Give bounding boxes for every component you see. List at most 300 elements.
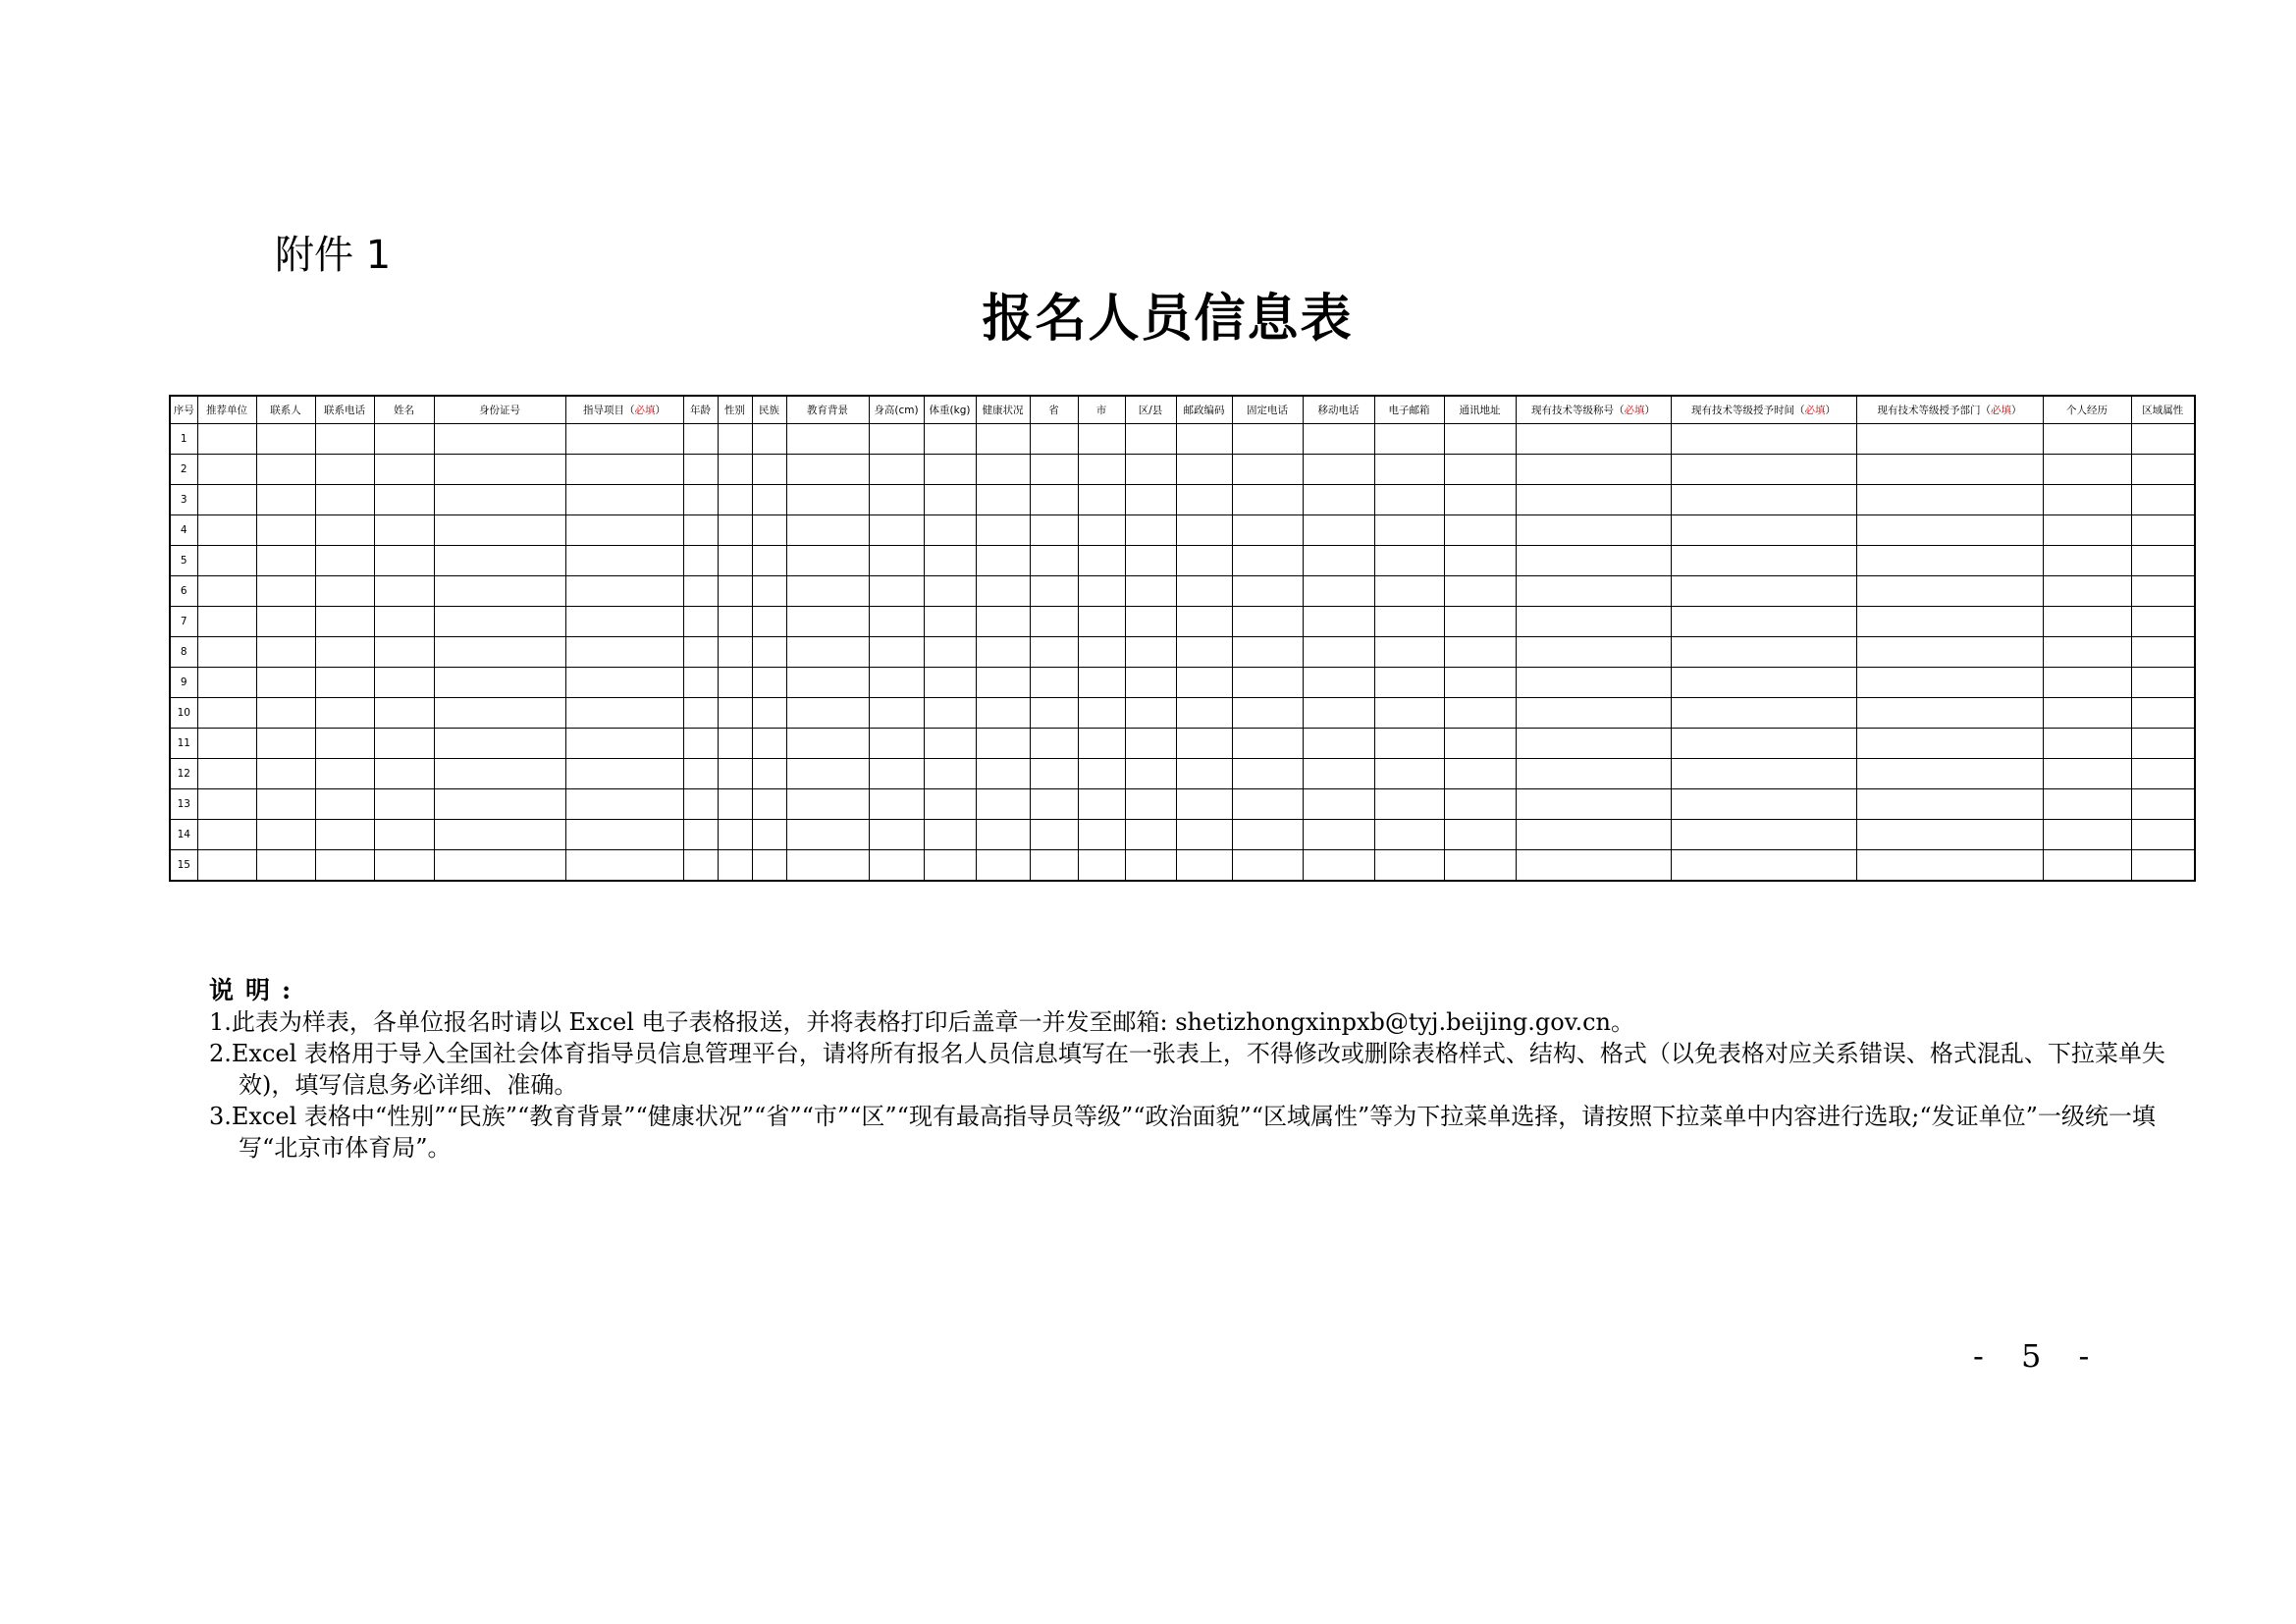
table-cell <box>1176 485 1232 515</box>
table-cell <box>1078 576 1125 607</box>
table-cell <box>976 515 1030 546</box>
column-header <box>197 396 256 424</box>
registration-table <box>169 395 2196 882</box>
table-cell <box>1078 759 1125 789</box>
table-cell <box>374 424 434 455</box>
table-cell <box>256 424 315 455</box>
table-cell <box>1176 850 1232 882</box>
table-cell <box>1030 637 1078 668</box>
table-cell <box>718 729 752 759</box>
table-cell <box>434 485 565 515</box>
table-body <box>170 424 2195 882</box>
column-header <box>976 396 1030 424</box>
table-cell <box>976 607 1030 637</box>
table-cell <box>374 698 434 729</box>
column-header-label: 区/县 <box>1138 405 1163 416</box>
table-cell <box>1176 729 1232 759</box>
table-cell <box>683 850 718 882</box>
table-cell <box>1444 455 1516 485</box>
table-cell <box>1856 455 2043 485</box>
table-cell <box>2043 820 2131 850</box>
table-cell <box>2131 485 2195 515</box>
table-row <box>170 546 2195 576</box>
table-cell <box>1444 515 1516 546</box>
column-header-label: 性别 <box>724 405 745 416</box>
table-row <box>170 759 2195 789</box>
table-cell <box>1444 789 1516 820</box>
table-cell <box>1030 607 1078 637</box>
column-header-label: 现有技术等级称号（ <box>1531 405 1625 416</box>
table-cell <box>1856 637 2043 668</box>
table-cell <box>2043 850 2131 882</box>
column-header <box>2131 396 2195 424</box>
table-cell <box>786 607 869 637</box>
table-cell <box>786 850 869 882</box>
table-cell <box>786 424 869 455</box>
column-header <box>752 396 786 424</box>
table-cell <box>565 485 683 515</box>
table-cell <box>1303 607 1374 637</box>
table-cell <box>2043 637 2131 668</box>
table-cell <box>434 789 565 820</box>
table-cell <box>434 546 565 576</box>
table-cell <box>1176 455 1232 485</box>
row-number: 11 <box>170 729 197 759</box>
table-cell <box>197 637 256 668</box>
table-cell <box>1444 546 1516 576</box>
table-cell <box>1125 607 1176 637</box>
table-cell <box>976 485 1030 515</box>
table-cell <box>256 637 315 668</box>
table-row <box>170 820 2195 850</box>
table-cell <box>2043 668 2131 698</box>
table-cell <box>1078 455 1125 485</box>
table-cell <box>786 668 869 698</box>
column-header <box>786 396 869 424</box>
table-cell <box>1303 515 1374 546</box>
table-cell <box>718 424 752 455</box>
table-cell <box>718 759 752 789</box>
table-cell <box>1176 637 1232 668</box>
table-cell <box>434 850 565 882</box>
table-cell <box>434 637 565 668</box>
table-cell <box>256 607 315 637</box>
column-header-label: 民族 <box>759 405 779 416</box>
table-cell <box>1125 789 1176 820</box>
row-number: 12 <box>170 759 197 789</box>
column-header-label: 现有技术等级授予时间（ <box>1691 405 1805 416</box>
table-cell <box>1516 546 1671 576</box>
table-cell <box>1671 424 1856 455</box>
column-header-label: 年龄 <box>690 405 711 416</box>
table-cell <box>1671 515 1856 546</box>
table-cell <box>869 820 924 850</box>
table-cell <box>315 668 374 698</box>
table-cell <box>1232 668 1303 698</box>
table-cell <box>374 850 434 882</box>
table-cell <box>1232 637 1303 668</box>
table-cell <box>1303 576 1374 607</box>
table-cell <box>1516 424 1671 455</box>
table-cell <box>1374 698 1444 729</box>
table-cell <box>1516 637 1671 668</box>
table-cell <box>1030 515 1078 546</box>
table-cell <box>1125 424 1176 455</box>
column-header <box>1303 396 1374 424</box>
table-cell <box>752 455 786 485</box>
column-header <box>170 396 197 424</box>
table-cell <box>2131 424 2195 455</box>
table-cell <box>256 698 315 729</box>
table-cell <box>197 668 256 698</box>
table-cell <box>1030 455 1078 485</box>
table-cell <box>1444 637 1516 668</box>
column-header-label: 健康状况 <box>982 405 1024 416</box>
table-cell <box>683 455 718 485</box>
table-row <box>170 485 2195 515</box>
table-cell <box>869 607 924 637</box>
table-cell <box>976 455 1030 485</box>
table-cell <box>1232 850 1303 882</box>
column-header-label: 推荐单位 <box>206 405 247 416</box>
table-cell <box>374 546 434 576</box>
note-item-2: 2.Excel 表格用于导入全国社会体育指导员信息管理平台，请将所有报名人员信息填写在一张表上，不得修改或删除表格样式、结构、格式（以免表格对应关系错误、格式混乱、下拉菜单失效)，填写信息务必详细、准确。 <box>209 1040 2165 1099</box>
table-cell <box>786 637 869 668</box>
table-cell <box>752 607 786 637</box>
table-cell <box>1856 515 2043 546</box>
table-cell <box>869 729 924 759</box>
table-cell <box>1856 759 2043 789</box>
table-cell <box>976 850 1030 882</box>
table-cell <box>1444 576 1516 607</box>
table-cell <box>197 485 256 515</box>
table-cell <box>1444 820 1516 850</box>
table-cell <box>434 576 565 607</box>
column-header <box>683 396 718 424</box>
table-cell <box>924 607 976 637</box>
table-cell <box>565 820 683 850</box>
table-cell <box>869 850 924 882</box>
table-cell <box>1856 789 2043 820</box>
table-cell <box>565 850 683 882</box>
table-cell <box>565 637 683 668</box>
table-cell <box>1671 668 1856 698</box>
table-cell <box>786 546 869 576</box>
table-cell <box>1303 759 1374 789</box>
table-row <box>170 637 2195 668</box>
table-cell <box>1232 546 1303 576</box>
table-cell <box>683 637 718 668</box>
column-header-label: 省 <box>1048 405 1059 416</box>
table-cell <box>1671 455 1856 485</box>
table-cell <box>1078 637 1125 668</box>
required-marker: 必填 <box>634 405 656 416</box>
table-cell <box>718 576 752 607</box>
table-cell <box>786 515 869 546</box>
table-cell <box>752 789 786 820</box>
table-cell <box>752 576 786 607</box>
table-cell <box>924 455 976 485</box>
table-cell <box>1374 850 1444 882</box>
table-cell <box>565 455 683 485</box>
table-cell <box>786 698 869 729</box>
table-cell <box>718 668 752 698</box>
table-cell <box>1176 820 1232 850</box>
note-item-1: 1.此表为样表，各单位报名时请以 Excel 电子表格报送，并将表格打印后盖章一并发至邮箱: shetizhongxinpxb@tyj.beijing.gov.cn。 <box>209 1008 1634 1036</box>
table-cell <box>1176 607 1232 637</box>
column-header-label: 身高(cm) <box>874 405 919 416</box>
table-row <box>170 576 2195 607</box>
required-marker: 必填 <box>1624 405 1645 416</box>
table-cell <box>565 424 683 455</box>
table-cell <box>197 515 256 546</box>
table-cell <box>869 485 924 515</box>
table-cell <box>752 820 786 850</box>
table-cell <box>1232 729 1303 759</box>
column-header-label: 电子邮箱 <box>1388 405 1430 416</box>
table-cell <box>752 850 786 882</box>
column-header <box>2043 396 2131 424</box>
table-cell <box>1125 850 1176 882</box>
table-cell <box>1444 729 1516 759</box>
table-cell <box>718 789 752 820</box>
column-header <box>1176 396 1232 424</box>
table-cell <box>786 789 869 820</box>
table-cell <box>1856 607 2043 637</box>
column-header-label: 序号 <box>173 405 194 416</box>
column-header-label: 联系人 <box>270 405 301 416</box>
table-row <box>170 850 2195 882</box>
table-cell <box>1176 698 1232 729</box>
table-cell <box>1125 546 1176 576</box>
column-header <box>1444 396 1516 424</box>
table-cell <box>786 759 869 789</box>
table-cell <box>1856 424 2043 455</box>
table-cell <box>315 850 374 882</box>
column-header <box>1856 396 2043 424</box>
table-cell <box>924 515 976 546</box>
table-header-row <box>170 396 2195 424</box>
table-cell <box>1125 455 1176 485</box>
table-row <box>170 729 2195 759</box>
column-header <box>1125 396 1176 424</box>
table-cell <box>1671 759 1856 789</box>
table-cell <box>1078 515 1125 546</box>
table-cell <box>869 546 924 576</box>
table-cell <box>256 455 315 485</box>
table-cell <box>924 485 976 515</box>
table-cell <box>1078 485 1125 515</box>
table-cell <box>1078 820 1125 850</box>
table-cell <box>565 759 683 789</box>
table-cell <box>1444 424 1516 455</box>
table-cell <box>1232 759 1303 789</box>
table-cell <box>374 820 434 850</box>
table-cell <box>256 576 315 607</box>
row-number: 7 <box>170 607 197 637</box>
table-cell <box>1078 850 1125 882</box>
column-header <box>434 396 565 424</box>
table-cell <box>374 759 434 789</box>
table-cell <box>2131 820 2195 850</box>
table-cell <box>1374 607 1444 637</box>
table-cell <box>1176 668 1232 698</box>
table-cell <box>924 729 976 759</box>
table-cell <box>197 576 256 607</box>
table-cell <box>1374 515 1444 546</box>
table-cell <box>976 729 1030 759</box>
table-cell <box>1176 546 1232 576</box>
table-cell <box>197 546 256 576</box>
table-cell <box>1030 820 1078 850</box>
table-cell <box>434 820 565 850</box>
table-cell <box>1444 850 1516 882</box>
table-row <box>170 668 2195 698</box>
table-cell <box>2131 850 2195 882</box>
table-cell <box>1030 546 1078 576</box>
table-cell <box>1078 729 1125 759</box>
table-cell <box>752 637 786 668</box>
table-cell <box>718 455 752 485</box>
table-cell <box>1374 546 1444 576</box>
table-cell <box>2131 729 2195 759</box>
notes-section <box>209 975 2212 1164</box>
table-cell <box>197 455 256 485</box>
table-cell <box>315 546 374 576</box>
table-cell <box>1374 485 1444 515</box>
table-cell <box>374 576 434 607</box>
table-cell <box>565 515 683 546</box>
table-cell <box>683 515 718 546</box>
table-cell <box>1303 485 1374 515</box>
table-cell <box>256 729 315 759</box>
table-cell <box>1444 485 1516 515</box>
table-cell <box>2043 576 2131 607</box>
table-cell <box>1125 485 1176 515</box>
table-cell <box>1232 485 1303 515</box>
table-cell <box>1030 850 1078 882</box>
table-cell <box>315 698 374 729</box>
table-row <box>170 698 2195 729</box>
column-header <box>924 396 976 424</box>
table-cell <box>256 546 315 576</box>
table-cell <box>256 485 315 515</box>
table-cell <box>434 668 565 698</box>
table-cell <box>786 820 869 850</box>
table-cell <box>1374 729 1444 759</box>
table-cell <box>2131 455 2195 485</box>
table-cell <box>1176 789 1232 820</box>
table-cell <box>1303 668 1374 698</box>
table-cell <box>434 698 565 729</box>
table-cell <box>752 729 786 759</box>
table-cell <box>976 546 1030 576</box>
table-cell <box>1078 546 1125 576</box>
table-cell <box>1671 729 1856 759</box>
table-cell <box>718 637 752 668</box>
table-cell <box>1444 668 1516 698</box>
table-cell <box>752 668 786 698</box>
table-cell <box>976 576 1030 607</box>
table-cell <box>1671 820 1856 850</box>
table-cell <box>315 485 374 515</box>
table-cell <box>2043 515 2131 546</box>
table-cell <box>683 424 718 455</box>
column-header <box>869 396 924 424</box>
table-cell <box>315 455 374 485</box>
row-number: 10 <box>170 698 197 729</box>
table-cell <box>752 485 786 515</box>
table-cell <box>434 729 565 759</box>
table-cell <box>2043 424 2131 455</box>
table-cell <box>924 850 976 882</box>
table-cell <box>1303 424 1374 455</box>
table-cell <box>374 668 434 698</box>
table-cell <box>1125 576 1176 607</box>
table-cell <box>315 789 374 820</box>
column-header-suffix: ） <box>1644 405 1655 416</box>
table-cell <box>683 576 718 607</box>
table-cell <box>565 698 683 729</box>
table-cell <box>315 820 374 850</box>
table-cell <box>2131 668 2195 698</box>
table-cell <box>565 546 683 576</box>
table-cell <box>565 668 683 698</box>
table-cell <box>1856 576 2043 607</box>
table-cell <box>924 820 976 850</box>
table-cell <box>1516 455 1671 485</box>
table-cell <box>1856 820 2043 850</box>
column-header-suffix: ） <box>1825 405 1836 416</box>
table-cell <box>683 546 718 576</box>
table-cell <box>924 546 976 576</box>
table-cell <box>1303 698 1374 729</box>
table-cell <box>197 850 256 882</box>
table-cell <box>924 789 976 820</box>
table-cell <box>683 668 718 698</box>
table-cell <box>1374 789 1444 820</box>
table-cell <box>2043 698 2131 729</box>
table-cell <box>1030 668 1078 698</box>
table-row <box>170 515 2195 546</box>
table-cell <box>315 424 374 455</box>
table-cell <box>565 576 683 607</box>
table-cell <box>1516 515 1671 546</box>
table-cell <box>315 607 374 637</box>
table-cell <box>924 698 976 729</box>
table-cell <box>374 607 434 637</box>
table-cell <box>1444 607 1516 637</box>
table-cell <box>315 515 374 546</box>
table-cell <box>976 698 1030 729</box>
column-header <box>315 396 374 424</box>
column-header <box>1374 396 1444 424</box>
column-header-label: 身份证号 <box>479 405 520 416</box>
table-cell <box>1671 546 1856 576</box>
table-cell <box>718 515 752 546</box>
table-cell <box>1856 668 2043 698</box>
table-cell <box>2131 607 2195 637</box>
table-row <box>170 607 2195 637</box>
row-number: 3 <box>170 485 197 515</box>
table-cell <box>718 698 752 729</box>
table-cell <box>1374 455 1444 485</box>
table-cell <box>1856 729 2043 759</box>
table-cell <box>1374 637 1444 668</box>
column-header-label: 区域属性 <box>2142 405 2184 416</box>
table-cell <box>197 698 256 729</box>
table-cell <box>374 485 434 515</box>
